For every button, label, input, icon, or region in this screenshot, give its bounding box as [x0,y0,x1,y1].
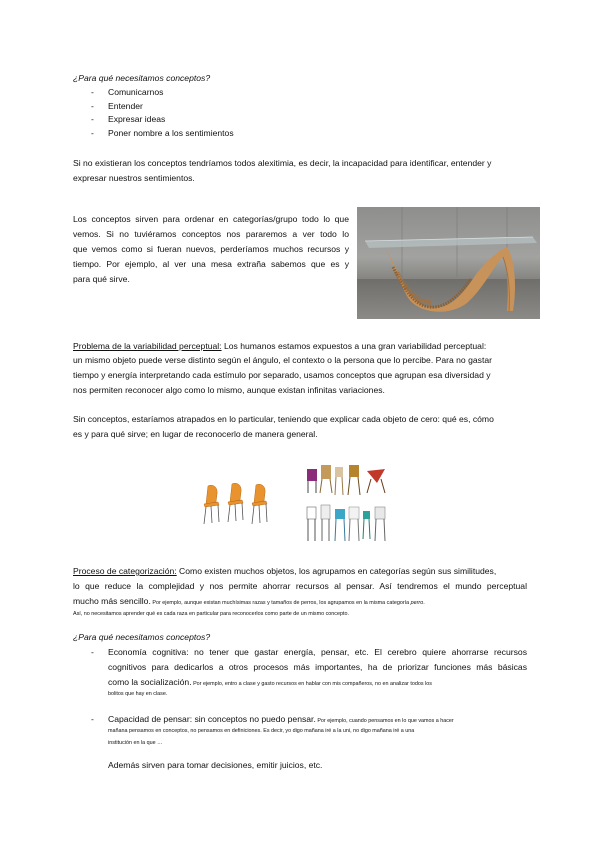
capacidad-line-1 [108,713,454,727]
proceso-line-3-small: Por ejemplo, aunque existan muchísimas razas y tamaños de perros, los agrupamos en la misma categoría [150,600,411,606]
proceso-line-3-main: mucho más sencillo. [73,596,151,606]
dash-marker: - [91,714,94,724]
varied-chairs-image [305,463,393,545]
dash-marker: - [91,114,94,124]
capacidad-small-3: institución en la que … [108,740,163,746]
capacidad-main: Capacidad de pensar: sin conceptos no puedo pensar. [108,714,316,724]
alexitimia-line-2: expresar nuestros sentimientos. [73,173,195,183]
particular-line-2: es y para qué sirve; en lugar de reconocerlo de manera general. [73,429,318,439]
economia-line-3-main: como la socialización. [108,677,192,687]
proceso-line-1 [73,565,496,578]
variabilidad-line: un mismo objeto puede verse distinto según el ángulo, el contexto o la persona que lo percibe. Para no gastar [73,355,492,365]
economia-line: cognitivos para dedicarlos a otros procesos más importantes, ha de priorizar funciones más básicas [108,662,527,672]
list-item-label: Poner nombre a los sentimientos [108,127,234,138]
particular-line-1: Sin conceptos, estaríamos atrapados en lo particular, teniendo que explicar cada objeto de cero: qué es, cómo [73,414,494,424]
categorias-line: Los conceptos sirven para ordenar en categorías/grupo todo lo que [73,214,349,224]
economia-line-3-small: Por ejemplo, entro a clase y gasto recursos en hablar con mis compañeros, no en analizar todos los [191,681,432,687]
section1-heading: ¿Para qué necesitamos conceptos? [73,73,211,83]
categorias-line: tiempo. Por ejemplo, al ver una mesa extraña sabemos que es y [73,259,349,269]
categorias-line: vemos. Si no tuviéramos conceptos nos pararemos a ver todo lo [73,229,349,239]
list-item-label: Entender [108,100,143,111]
table-illustration [357,207,540,319]
categorias-line: para qué sirve. [73,274,130,284]
strange-table-photo [357,207,540,319]
categorias-line: que vemos como si fueran nuevos, perderíamos muchos recursos y [73,244,349,254]
orange-chairs-image [200,480,280,526]
list-item-label: Expresar ideas [108,114,166,124]
variabilidad-title: Problema de la variabilidad perceptual: [73,341,222,351]
section2-heading: ¿Para qué necesitamos conceptos? [73,632,211,642]
variabilidad-line-1 [73,340,533,353]
proceso-line-4: Así, no necesitamos aprender qué es cada raza en particular para reconocerlos como parte de un mismo concepto. [73,611,349,617]
variabilidad-line: tiempo y energía interpretando cada estímulo por separado, usamos conceptos que agrupan esa diversidad y [73,370,491,380]
variabilidad-line-1-rest: Los humanos estamos expuestos a una gran variabilidad perceptual: [221,341,487,351]
proceso-line-3-end: . [423,600,425,606]
capacidad-small-1: Por ejemplo, cuando pensamos en lo que vamos a hacer [315,718,454,724]
alexitimia-line-1: Si no existieran los conceptos tendríamos todos alexitimia, es decir, la incapacidad para identificar, entender y [73,158,492,168]
proceso-example-word: perro [410,600,424,606]
variabilidad-line: nos permiten reconocer algo como lo mismo, aunque existan infinitas variaciones. [73,385,385,395]
dash-marker: - [91,647,94,657]
closing-line: Además sirven para tomar decisiones, emitir juicios, etc. [108,760,323,770]
economia-line: Economía cognitiva: no tener que gastar energía, pensar, etc. El cerebro quiere ahorrarse recursos [108,647,527,657]
list-item-label: Comunicarnos [108,87,164,97]
dash-marker: - [91,100,94,111]
proceso-line-3 [73,595,425,609]
economia-line-4: bolitos que hay en clase. [108,691,168,697]
dash-marker: - [91,127,94,138]
capacidad-small-2: mañana pensamos en conceptos, no pensamos en definiciones. Es decir, yo digo mañana iré a la uni, no digo mañana iré a una [108,728,415,734]
proceso-line-2: lo que reduce la complejidad y nos permite ahorrar recursos al pensar. Así tendremos el mundo perceptual [73,581,527,591]
proceso-title: Proceso de categorización: [73,566,177,576]
dash-marker: - [91,87,94,97]
economia-line-3 [108,676,432,690]
proceso-line-1-rest: Como existen muchos objetos, los agrupamos en categorías según sus similitudes, [176,566,497,576]
